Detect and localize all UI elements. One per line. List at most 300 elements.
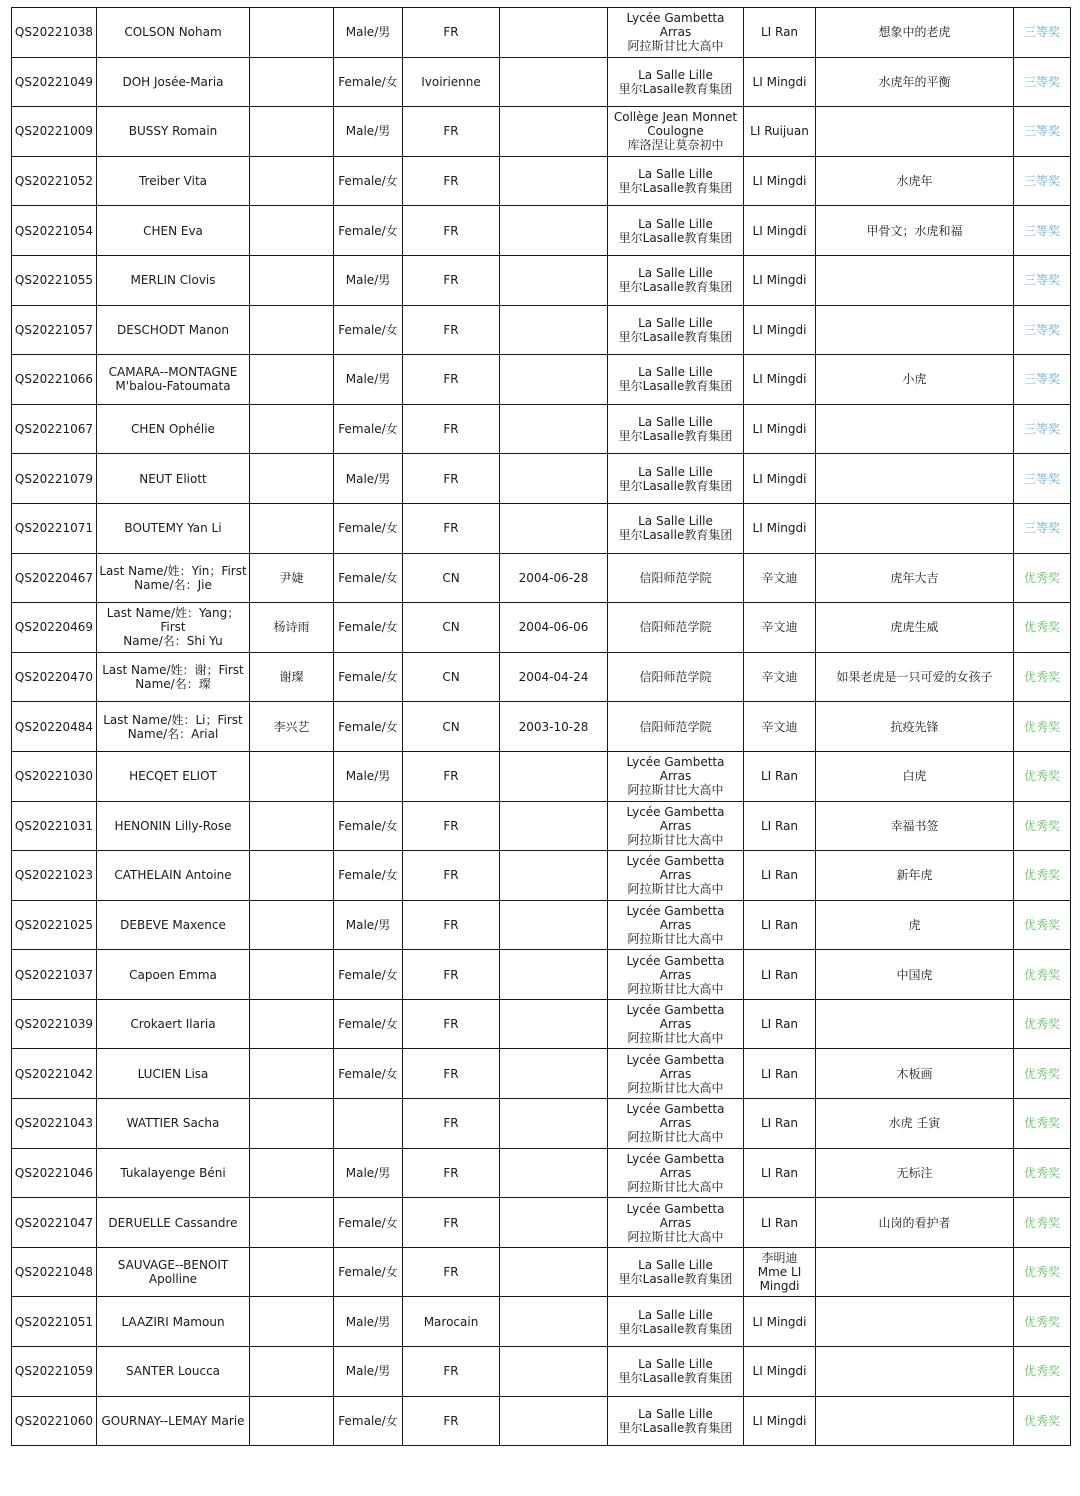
table-row	[12, 1347, 1071, 1397]
teacher-cell: LI Ran	[744, 851, 816, 901]
entry-id-cell: QS20221055	[12, 255, 97, 305]
birth-date-cell	[500, 355, 608, 405]
chinese-name-cell	[250, 305, 334, 355]
nationality-cell: CN	[403, 702, 500, 752]
gender-cell: Female/女	[334, 1247, 403, 1297]
birth-date-cell	[500, 1396, 608, 1446]
student-name-cell: LUCIEN Lisa	[97, 1049, 250, 1099]
chinese-name-cell	[250, 454, 334, 504]
teacher-cell: LI Mingdi	[744, 156, 816, 206]
award-cell: 三等奖	[1014, 355, 1071, 405]
entry-id-cell: QS20221031	[12, 801, 97, 851]
chinese-name-cell: 谢璨	[250, 652, 334, 702]
nationality-cell: FR	[403, 801, 500, 851]
student-name-cell: Last Name/姓：Yang；First Name/名：Shi Yu	[97, 603, 250, 653]
school-cell: La Salle Lille 里尔Lasalle教育集团	[608, 1396, 744, 1446]
work-title-cell: 水虎 壬寅	[816, 1099, 1014, 1149]
student-name-cell: NEUT Eliott	[97, 454, 250, 504]
teacher-cell: LI Mingdi	[744, 57, 816, 107]
birth-date-cell	[500, 851, 608, 901]
birth-date-cell	[500, 950, 608, 1000]
entry-id-cell: QS20221046	[12, 1148, 97, 1198]
work-title-cell: 无标注	[816, 1148, 1014, 1198]
chinese-name-cell	[250, 1396, 334, 1446]
school-cell: La Salle Lille 里尔Lasalle教育集团	[608, 57, 744, 107]
birth-date-cell: 2004-06-28	[500, 553, 608, 603]
table-row	[12, 1099, 1071, 1149]
table-row	[12, 503, 1071, 553]
school-cell: Collège Jean Monnet Coulogne 库洛涅让莫奈初中	[608, 107, 744, 157]
entry-id-cell: QS20221023	[12, 851, 97, 901]
teacher-cell: LI Mingdi	[744, 206, 816, 256]
work-title-cell: 抗疫先锋	[816, 702, 1014, 752]
entry-id-cell: QS20221037	[12, 950, 97, 1000]
student-name-cell: Last Name/姓：Yin；First Name/名：Jie	[97, 553, 250, 603]
table-row	[12, 305, 1071, 355]
nationality-cell: FR	[403, 107, 500, 157]
work-title-cell: 木板画	[816, 1049, 1014, 1099]
nationality-cell: FR	[403, 255, 500, 305]
student-name-cell: COLSON Noham	[97, 8, 250, 58]
nationality-cell: CN	[403, 553, 500, 603]
award-cell: 优秀奖	[1014, 751, 1071, 801]
gender-cell: Female/女	[334, 1396, 403, 1446]
table-row	[12, 1247, 1071, 1297]
student-name-cell: Last Name/姓：Li；First Name/名：Arial	[97, 702, 250, 752]
school-cell: La Salle Lille 里尔Lasalle教育集团	[608, 454, 744, 504]
gender-cell: Male/男	[334, 454, 403, 504]
student-name-cell: CHEN Ophélie	[97, 404, 250, 454]
award-cell: 优秀奖	[1014, 652, 1071, 702]
nationality-cell: CN	[403, 652, 500, 702]
student-name-cell: HENONIN Lilly-Rose	[97, 801, 250, 851]
entry-id-cell: QS20221049	[12, 57, 97, 107]
results-table	[11, 7, 1071, 1446]
work-title-cell	[816, 503, 1014, 553]
school-cell: 信阳师范学院	[608, 702, 744, 752]
gender-cell: Female/女	[334, 553, 403, 603]
chinese-name-cell	[250, 1247, 334, 1297]
award-cell: 优秀奖	[1014, 1396, 1071, 1446]
table-row	[12, 950, 1071, 1000]
table-row	[12, 156, 1071, 206]
school-cell: Lycée Gambetta Arras 阿拉斯甘比大高中	[608, 950, 744, 1000]
work-title-cell	[816, 999, 1014, 1049]
award-cell: 三等奖	[1014, 255, 1071, 305]
entry-id-cell: QS20221009	[12, 107, 97, 157]
teacher-cell: LI Ran	[744, 1148, 816, 1198]
gender-cell: Female/女	[334, 1049, 403, 1099]
chinese-name-cell: 杨诗雨	[250, 603, 334, 653]
entry-id-cell: QS20220470	[12, 652, 97, 702]
work-title-cell: 山岗的看护者	[816, 1198, 1014, 1248]
school-cell: Lycée Gambetta Arras 阿拉斯甘比大高中	[608, 8, 744, 58]
gender-cell: Female/女	[334, 603, 403, 653]
award-cell: 三等奖	[1014, 404, 1071, 454]
student-name-cell: BOUTEMY Yan Li	[97, 503, 250, 553]
teacher-cell: 辛文迪	[744, 652, 816, 702]
teacher-cell: LI Mingdi	[744, 255, 816, 305]
birth-date-cell	[500, 751, 608, 801]
nationality-cell: FR	[403, 1099, 500, 1149]
award-cell: 三等奖	[1014, 206, 1071, 256]
award-cell: 优秀奖	[1014, 1297, 1071, 1347]
nationality-cell: FR	[403, 156, 500, 206]
teacher-cell: LI Mingdi	[744, 1347, 816, 1397]
award-cell: 优秀奖	[1014, 603, 1071, 653]
award-cell: 优秀奖	[1014, 1099, 1071, 1149]
entry-id-cell: QS20221067	[12, 404, 97, 454]
teacher-cell: LI Mingdi	[744, 1297, 816, 1347]
chinese-name-cell	[250, 950, 334, 1000]
chinese-name-cell	[250, 206, 334, 256]
gender-cell: Male/男	[334, 1148, 403, 1198]
table-row	[12, 1396, 1071, 1446]
chinese-name-cell	[250, 801, 334, 851]
table-row	[12, 57, 1071, 107]
nationality-cell: FR	[403, 8, 500, 58]
school-cell: Lycée Gambetta Arras 阿拉斯甘比大高中	[608, 999, 744, 1049]
student-name-cell: DERUELLE Cassandre	[97, 1198, 250, 1248]
entry-id-cell: QS20220467	[12, 553, 97, 603]
birth-date-cell: 2004-06-06	[500, 603, 608, 653]
birth-date-cell	[500, 454, 608, 504]
gender-cell: Female/女	[334, 404, 403, 454]
entry-id-cell: QS20221060	[12, 1396, 97, 1446]
student-name-cell: CAMARA--MONTAGNE M'balou-Fatoumata	[97, 355, 250, 405]
teacher-cell: 辛文迪	[744, 702, 816, 752]
school-cell: Lycée Gambetta Arras 阿拉斯甘比大高中	[608, 1148, 744, 1198]
teacher-cell: LI Ran	[744, 950, 816, 1000]
award-cell: 优秀奖	[1014, 553, 1071, 603]
teacher-cell: LI Ran	[744, 8, 816, 58]
student-name-cell: GOURNAY--LEMAY Marie	[97, 1396, 250, 1446]
teacher-cell: LI Mingdi	[744, 503, 816, 553]
award-cell: 三等奖	[1014, 305, 1071, 355]
work-title-cell	[816, 107, 1014, 157]
chinese-name-cell: 尹婕	[250, 553, 334, 603]
nationality-cell: FR	[403, 950, 500, 1000]
chinese-name-cell	[250, 1297, 334, 1347]
school-cell: La Salle Lille 里尔Lasalle教育集团	[608, 305, 744, 355]
school-cell: Lycée Gambetta Arras 阿拉斯甘比大高中	[608, 801, 744, 851]
award-cell: 优秀奖	[1014, 1198, 1071, 1248]
nationality-cell: FR	[403, 900, 500, 950]
teacher-cell: LI Mingdi	[744, 305, 816, 355]
student-name-cell: DESCHODT Manon	[97, 305, 250, 355]
chinese-name-cell	[250, 851, 334, 901]
school-cell: Lycée Gambetta Arras 阿拉斯甘比大高中	[608, 1099, 744, 1149]
student-name-cell: Capoen Emma	[97, 950, 250, 1000]
entry-id-cell: QS20221066	[12, 355, 97, 405]
school-cell: La Salle Lille 里尔Lasalle教育集团	[608, 255, 744, 305]
birth-date-cell	[500, 1347, 608, 1397]
chinese-name-cell	[250, 1198, 334, 1248]
birth-date-cell	[500, 1148, 608, 1198]
gender-cell: Female/女	[334, 57, 403, 107]
nationality-cell: FR	[403, 305, 500, 355]
work-title-cell	[816, 1347, 1014, 1397]
gender-cell: Male/男	[334, 1347, 403, 1397]
gender-cell: Female/女	[334, 156, 403, 206]
table-row	[12, 702, 1071, 752]
gender-cell: Male/男	[334, 1297, 403, 1347]
work-title-cell: 如果老虎是一只可爱的女孩子	[816, 652, 1014, 702]
entry-id-cell: QS20221047	[12, 1198, 97, 1248]
work-title-cell	[816, 1297, 1014, 1347]
table-row	[12, 1148, 1071, 1198]
work-title-cell: 虎	[816, 900, 1014, 950]
birth-date-cell	[500, 1198, 608, 1248]
work-title-cell	[816, 255, 1014, 305]
chinese-name-cell	[250, 1347, 334, 1397]
work-title-cell: 虎年大吉	[816, 553, 1014, 603]
award-cell: 优秀奖	[1014, 1347, 1071, 1397]
entry-id-cell: QS20221079	[12, 454, 97, 504]
school-cell: La Salle Lille 里尔Lasalle教育集团	[608, 1297, 744, 1347]
chinese-name-cell	[250, 57, 334, 107]
nationality-cell: FR	[403, 404, 500, 454]
entry-id-cell: QS20221054	[12, 206, 97, 256]
award-cell: 优秀奖	[1014, 801, 1071, 851]
table-row	[12, 1198, 1071, 1248]
work-title-cell: 虎虎生威	[816, 603, 1014, 653]
nationality-cell: FR	[403, 1049, 500, 1099]
nationality-cell: FR	[403, 206, 500, 256]
table-row	[12, 603, 1071, 653]
school-cell: La Salle Lille 里尔Lasalle教育集团	[608, 156, 744, 206]
birth-date-cell	[500, 156, 608, 206]
chinese-name-cell	[250, 255, 334, 305]
nationality-cell: FR	[403, 1198, 500, 1248]
work-title-cell: 甲骨文；水虎和福	[816, 206, 1014, 256]
work-title-cell	[816, 1396, 1014, 1446]
birth-date-cell	[500, 1099, 608, 1149]
award-cell: 优秀奖	[1014, 1247, 1071, 1297]
table-row	[12, 107, 1071, 157]
birth-date-cell	[500, 503, 608, 553]
chinese-name-cell	[250, 503, 334, 553]
work-title-cell	[816, 305, 1014, 355]
gender-cell: Female/女	[334, 503, 403, 553]
school-cell: La Salle Lille 里尔Lasalle教育集团	[608, 1247, 744, 1297]
award-cell: 优秀奖	[1014, 1049, 1071, 1099]
table-row	[12, 454, 1071, 504]
nationality-cell: Ivoirienne	[403, 57, 500, 107]
birth-date-cell	[500, 1247, 608, 1297]
chinese-name-cell	[250, 999, 334, 1049]
entry-id-cell: QS20221048	[12, 1247, 97, 1297]
entry-id-cell: QS20220469	[12, 603, 97, 653]
birth-date-cell	[500, 206, 608, 256]
award-cell: 三等奖	[1014, 454, 1071, 504]
teacher-cell: LI Mingdi	[744, 1396, 816, 1446]
table-row	[12, 851, 1071, 901]
chinese-name-cell	[250, 1099, 334, 1149]
birth-date-cell	[500, 305, 608, 355]
school-cell: La Salle Lille 里尔Lasalle教育集团	[608, 206, 744, 256]
school-cell: Lycée Gambetta Arras 阿拉斯甘比大高中	[608, 1049, 744, 1099]
table-row	[12, 206, 1071, 256]
entry-id-cell: QS20220484	[12, 702, 97, 752]
award-cell: 三等奖	[1014, 503, 1071, 553]
birth-date-cell	[500, 999, 608, 1049]
table-row	[12, 355, 1071, 405]
student-name-cell: SANTER Loucca	[97, 1347, 250, 1397]
gender-cell: Female/女	[334, 801, 403, 851]
work-title-cell: 小虎	[816, 355, 1014, 405]
chinese-name-cell	[250, 404, 334, 454]
award-cell: 优秀奖	[1014, 702, 1071, 752]
student-name-cell: HECQET ELIOT	[97, 751, 250, 801]
birth-date-cell: 2003-10-28	[500, 702, 608, 752]
entry-id-cell: QS20221059	[12, 1347, 97, 1397]
award-cell: 三等奖	[1014, 57, 1071, 107]
chinese-name-cell	[250, 1148, 334, 1198]
teacher-cell: LI Mingdi	[744, 454, 816, 504]
table-row	[12, 801, 1071, 851]
student-name-cell: Crokaert Ilaria	[97, 999, 250, 1049]
chinese-name-cell	[250, 156, 334, 206]
gender-cell: Male/男	[334, 255, 403, 305]
work-title-cell	[816, 404, 1014, 454]
award-cell: 优秀奖	[1014, 999, 1071, 1049]
teacher-cell: LI Ruijuan	[744, 107, 816, 157]
nationality-cell: FR	[403, 1396, 500, 1446]
student-name-cell: DOH Josée-Maria	[97, 57, 250, 107]
entry-id-cell: QS20221043	[12, 1099, 97, 1149]
gender-cell: Female/女	[334, 851, 403, 901]
teacher-cell: LI Ran	[744, 900, 816, 950]
birth-date-cell	[500, 1297, 608, 1347]
student-name-cell: WATTIER Sacha	[97, 1099, 250, 1149]
teacher-cell: LI Ran	[744, 1049, 816, 1099]
table-row	[12, 1049, 1071, 1099]
nationality-cell: FR	[403, 1347, 500, 1397]
entry-id-cell: QS20221051	[12, 1297, 97, 1347]
award-cell: 优秀奖	[1014, 900, 1071, 950]
birth-date-cell	[500, 8, 608, 58]
award-cell: 三等奖	[1014, 8, 1071, 58]
school-cell: 信阳师范学院	[608, 652, 744, 702]
gender-cell: Female/女	[334, 305, 403, 355]
student-name-cell: MERLIN Clovis	[97, 255, 250, 305]
school-cell: La Salle Lille 里尔Lasalle教育集团	[608, 1347, 744, 1397]
table-row	[12, 999, 1071, 1049]
chinese-name-cell: 李兴艺	[250, 702, 334, 752]
work-title-cell: 新年虎	[816, 851, 1014, 901]
gender-cell: Male/男	[334, 900, 403, 950]
gender-cell: Male/男	[334, 751, 403, 801]
student-name-cell: CATHELAIN Antoine	[97, 851, 250, 901]
gender-cell: Male/男	[334, 107, 403, 157]
gender-cell: Female/女	[334, 702, 403, 752]
birth-date-cell	[500, 255, 608, 305]
teacher-cell: 李明迪 Mme LI Mingdi	[744, 1247, 816, 1297]
award-cell: 三等奖	[1014, 107, 1071, 157]
entry-id-cell: QS20221039	[12, 999, 97, 1049]
birth-date-cell: 2004-04-24	[500, 652, 608, 702]
table-body	[12, 8, 1071, 1446]
work-title-cell: 水虎年的平衡	[816, 57, 1014, 107]
table-row	[12, 652, 1071, 702]
award-cell: 优秀奖	[1014, 1148, 1071, 1198]
school-cell: Lycée Gambetta Arras 阿拉斯甘比大高中	[608, 851, 744, 901]
entry-id-cell: QS20221042	[12, 1049, 97, 1099]
nationality-cell: FR	[403, 851, 500, 901]
school-cell: 信阳师范学院	[608, 603, 744, 653]
school-cell: La Salle Lille 里尔Lasalle教育集团	[608, 404, 744, 454]
table-row	[12, 751, 1071, 801]
school-cell: 信阳师范学院	[608, 553, 744, 603]
birth-date-cell	[500, 404, 608, 454]
school-cell: La Salle Lille 里尔Lasalle教育集团	[608, 503, 744, 553]
nationality-cell: FR	[403, 1247, 500, 1297]
chinese-name-cell	[250, 107, 334, 157]
work-title-cell: 中国虎	[816, 950, 1014, 1000]
teacher-cell: LI Ran	[744, 1099, 816, 1149]
student-name-cell: Tukalayenge Béni	[97, 1148, 250, 1198]
student-name-cell: Treiber Vita	[97, 156, 250, 206]
student-name-cell: CHEN Eva	[97, 206, 250, 256]
work-title-cell: 白虎	[816, 751, 1014, 801]
nationality-cell: Marocain	[403, 1297, 500, 1347]
table-row	[12, 553, 1071, 603]
work-title-cell	[816, 454, 1014, 504]
school-cell: Lycée Gambetta Arras 阿拉斯甘比大高中	[608, 900, 744, 950]
gender-cell: Female/女	[334, 950, 403, 1000]
award-cell: 优秀奖	[1014, 950, 1071, 1000]
entry-id-cell: QS20221052	[12, 156, 97, 206]
teacher-cell: 辛文迪	[744, 603, 816, 653]
nationality-cell: FR	[403, 454, 500, 504]
teacher-cell: LI Mingdi	[744, 355, 816, 405]
teacher-cell: LI Ran	[744, 1198, 816, 1248]
school-cell: La Salle Lille 里尔Lasalle教育集团	[608, 355, 744, 405]
birth-date-cell	[500, 900, 608, 950]
gender-cell: Female/女	[334, 206, 403, 256]
gender-cell: Male/男	[334, 355, 403, 405]
teacher-cell: LI Mingdi	[744, 404, 816, 454]
nationality-cell: CN	[403, 603, 500, 653]
nationality-cell: FR	[403, 503, 500, 553]
chinese-name-cell	[250, 751, 334, 801]
teacher-cell: 辛文迪	[744, 553, 816, 603]
nationality-cell: FR	[403, 1148, 500, 1198]
entry-id-cell: QS20221038	[12, 8, 97, 58]
student-name-cell: BUSSY Romain	[97, 107, 250, 157]
teacher-cell: LI Ran	[744, 801, 816, 851]
gender-cell: Female/女	[334, 999, 403, 1049]
school-cell: Lycée Gambetta Arras 阿拉斯甘比大高中	[608, 751, 744, 801]
table-row	[12, 1297, 1071, 1347]
work-title-cell: 想象中的老虎	[816, 8, 1014, 58]
entry-id-cell: QS20221057	[12, 305, 97, 355]
birth-date-cell	[500, 801, 608, 851]
entry-id-cell: QS20221030	[12, 751, 97, 801]
work-title-cell	[816, 1247, 1014, 1297]
teacher-cell: LI Ran	[744, 751, 816, 801]
work-title-cell: 水虎年	[816, 156, 1014, 206]
birth-date-cell	[500, 1049, 608, 1099]
gender-cell: Male/男	[334, 8, 403, 58]
work-title-cell: 幸福书签	[816, 801, 1014, 851]
gender-cell	[334, 1099, 403, 1149]
results-sheet	[11, 7, 1071, 1446]
chinese-name-cell	[250, 8, 334, 58]
student-name-cell: DEBEVE Maxence	[97, 900, 250, 950]
student-name-cell: SAUVAGE--BENOIT Apolline	[97, 1247, 250, 1297]
